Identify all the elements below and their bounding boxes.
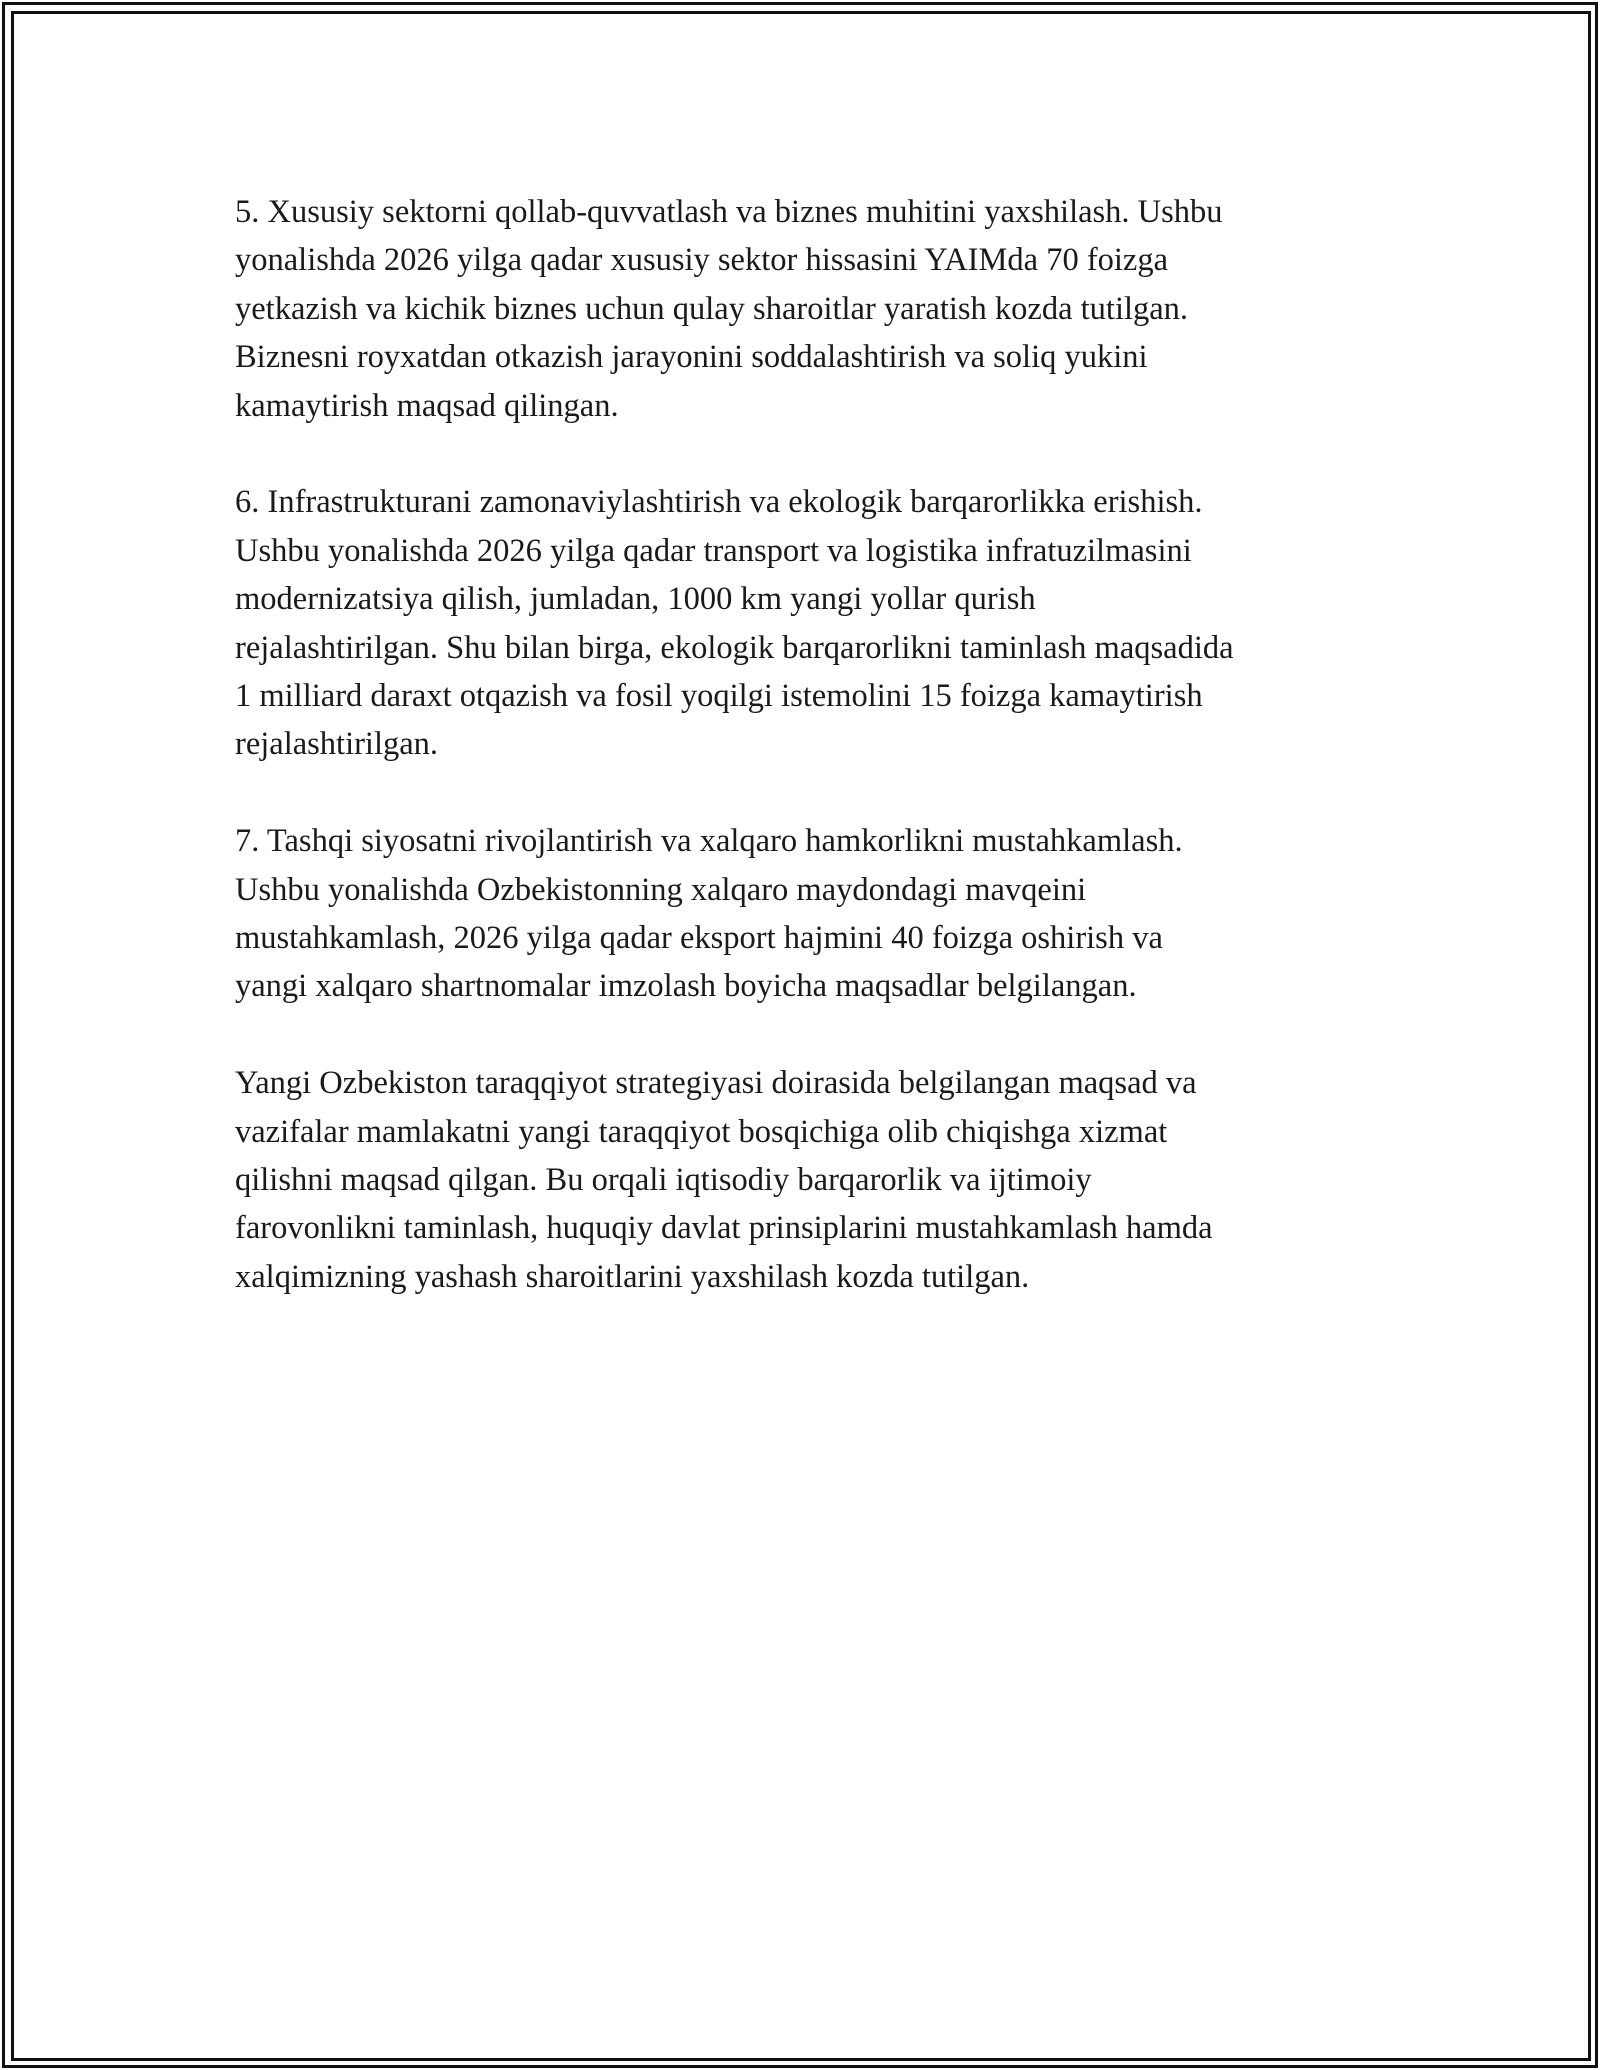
text-line: Ushbu yonalishda 2026 yilga qadar transport va logistika infratuzilmasini <box>235 532 1192 569</box>
paragraph-conclusion <box>235 1059 1385 1301</box>
text-line: rejalashtirilgan. Shu bilan birga, ekologik barqarorlikni taminlash maqsadida <box>235 629 1234 666</box>
text-line: rejalashtirilgan. <box>235 726 439 763</box>
text-line: Yangi Ozbekiston taraqqiyot strategiyasi doirasida belgilangan maqsad va <box>235 1065 1197 1102</box>
text-line: kamaytirish maqsad qilingan. <box>235 387 619 424</box>
text-line: modernizatsiya qilish, jumladan, 1000 km yangi yollar qurish <box>235 581 1036 618</box>
document-body <box>235 188 1385 1350</box>
text-line: 6. Infrastrukturani zamonaviylashtirish va ekologik barqarorlikka erishish. <box>235 484 1203 521</box>
text-line: Biznesni royxatdan otkazish jarayonini soddalashtirish va soliq yukini <box>235 339 1148 376</box>
text-line: xalqimizning yashash sharoitlarini yaxshilash kozda tutilgan. <box>235 1258 1030 1295</box>
text-line: qilishni maqsad qilgan. Bu orqali iqtisodiy barqarorlik va ijtimoiy <box>235 1162 1092 1199</box>
text-line: 7. Tashqi siyosatni rivojlantirish va xalqaro hamkorlikni mustahkamlash. <box>235 823 1183 860</box>
paragraph-foreign-policy <box>235 817 1385 1011</box>
text-line: farovonlikni taminlash, huquqiy davlat prinsiplarini mustahkamlash hamda <box>235 1210 1213 1247</box>
text-line: 5. Xususiy sektorni qollab-quvvatlash va biznes muhitini yaxshilash. Ushbu <box>235 194 1223 230</box>
text-line: yangi xalqaro shartnomalar imzolash boyicha maqsadlar belgilangan. <box>235 968 1137 1005</box>
paragraph-private-sector <box>235 188 1385 430</box>
text-line: yonalishda 2026 yilga qadar xususiy sektor hissasini YAIMda 70 foizga <box>235 242 1169 279</box>
text-line: 1 milliard daraxt otqazish va fosil yoqilgi istemolini 15 foizga kamaytirish <box>235 678 1203 715</box>
paragraph-infrastructure <box>235 478 1385 768</box>
text-line: mustahkamlash, 2026 yilga qadar eksport hajmini 40 foizga oshirish va <box>235 920 1163 957</box>
text-line: vazifalar mamlakatni yangi taraqqiyot bosqichiga olib chiqishga xizmat <box>235 1113 1168 1150</box>
text-line: Ushbu yonalishda Ozbekistonning xalqaro maydondagi mavqeini <box>235 871 1087 908</box>
text-line: yetkazish va kichik biznes uchun qulay sharoitlar yaratish kozda tutilgan. <box>235 290 1189 327</box>
